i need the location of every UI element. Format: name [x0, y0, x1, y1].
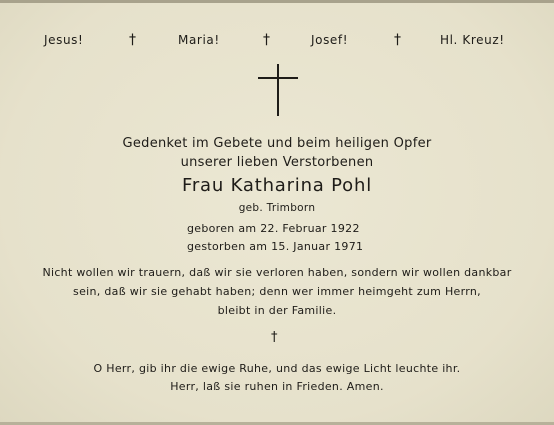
dagger-icon: † [394, 32, 402, 48]
latin-cross-icon [258, 64, 298, 116]
dagger-icon: † [263, 32, 271, 48]
intro-line-2: unserer lieben Verstorbenen [180, 155, 374, 170]
maiden-name: geb. Trimborn [238, 202, 316, 214]
invocation-josef: Josef! [311, 33, 349, 47]
prayer-line-1: O Herr, gib ihr die ewige Ruhe, und das ewige Licht leuchte ihr. [93, 362, 461, 375]
birth-date: geboren am 22. Februar 1922 [187, 222, 360, 235]
invocation-holy-cross: Hl. Kreuz! [440, 33, 505, 47]
verse-line-2: sein, daß wir sie gehabt haben; denn wer immer heimgeht zum Herrn, [73, 285, 481, 298]
small-cross-icon: † [271, 330, 278, 345]
invocations-row [0, 33, 554, 49]
card-top-edge [0, 0, 554, 3]
verse-line-1: Nicht wollen wir trauern, daß wir sie verloren haben, sondern wir wollen dankbar [42, 266, 512, 279]
intro-line-1: Gedenket im Gebete und beim heiligen Opfer [122, 136, 432, 151]
invocation-jesus: Jesus! [44, 33, 84, 47]
dagger-icon: † [129, 32, 137, 48]
invocation-maria: Maria! [178, 33, 220, 47]
prayer-line-2: Herr, laß sie ruhen in Frieden. Amen. [170, 380, 384, 393]
deceased-name: Frau Katharina Pohl [181, 175, 372, 196]
death-date: gestorben am 15. Januar 1971 [187, 240, 364, 253]
verse-line-3: bleibt in der Familie. [217, 304, 337, 317]
